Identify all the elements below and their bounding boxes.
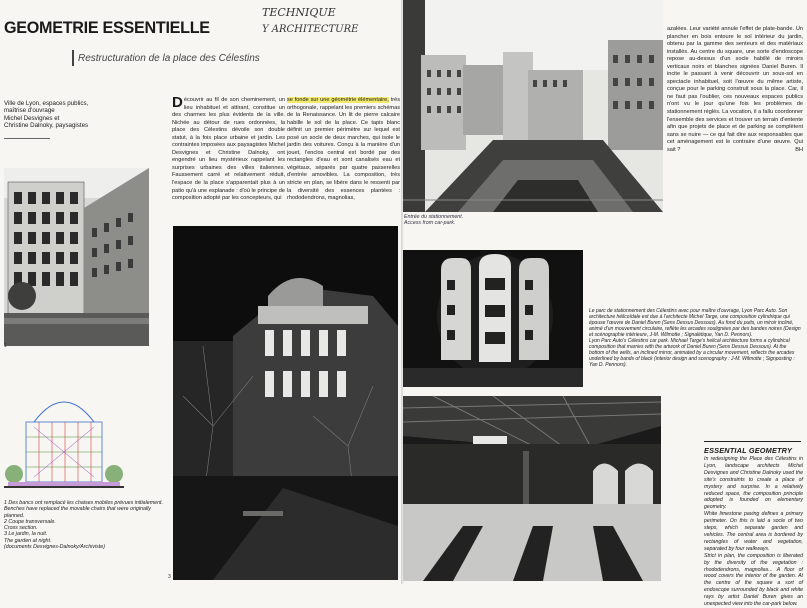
caption-1-en: Benches have replaced the movable chairs that were originally planned.: [4, 506, 151, 519]
caption-entrance-en: Access from car-park.: [404, 220, 456, 227]
cross-section-drawing: [4, 382, 124, 500]
highlighted-text: se fonde sur une géométrie élémentaire,: [287, 97, 389, 103]
caption-1: 1 Des bancs ont remplacé les chaises mobiles prévues initialement.: [4, 500, 163, 506]
credit-line: maîtrise d'ouvrage: [4, 107, 55, 115]
caption-entrance-fr: Entrée du stationnement.: [404, 214, 464, 220]
credit-line: Ville de Lyon, espaces publics,: [4, 100, 89, 107]
caption-2-en: Cross section.: [4, 525, 38, 532]
english-paragraph: Strict in plan, the composition is liberated by the diversity of the vegetation : rhododendrons, magnolias... A floor of wood covers the interior of the garden. At the centre of the square a sort of endoscope surrounded by black and white rays by artist Daniel Buren gives an unexpected view into the car-park below.: [704, 552, 803, 608]
captions-left: [4, 500, 164, 550]
handwritten-note-line2: Y ARCHITECTURE: [262, 24, 359, 35]
english-paragraph: White limestone paving defines a primary perimeter. On this is laid a socle of two steps, which separate garden and vehicles. The central area is bordered by rectangles of water and vegetation, separated by four walkways.: [704, 511, 803, 552]
page-title: GEOMETRIE ESSENTIELLE: [4, 18, 210, 37]
caption-3-en: The garden at night.: [4, 537, 52, 544]
credits-divider: [4, 138, 50, 139]
caption-2: 2 Coupe transversale.: [4, 518, 56, 525]
caption-credit: (documents Desvignes-Dalnoky/Archiviste): [4, 544, 105, 551]
credits: [4, 100, 144, 130]
article-column-2-text: très orthogonale, rappelant les premiers schémas de la Renaissance. Un lit de pierre calcaire habille le sol de la place. Ce tapis blanc définit un premier périmètre sur lequel est posé un socle de deux marches, qui isole le jardin des voitures. Conçu à la manière d'un jouet, l'enclos central est bordé par des rectangles d'eau et sont canalisés eau et végétaux, séparés par quatre passerelles d'entrée amovibles. La composition, très stricte en plan, se libère dans le ressenti par la diversité des essences plantées : rhododendrons, magnolias,: [287, 97, 401, 202]
article-column-3: [667, 26, 803, 202]
english-heading: ESSENTIAL GEOMETRY: [704, 446, 793, 455]
credit-line: Christine Dalnoky, paysagistes: [4, 122, 89, 130]
article-column-3-text: azalées. Leur variété annule l'effet de plate-bande. Un plancher en bois entoure le sol intérieur du jardin, obtenu par la gamme des senteurs et des matériaux installés. Au centre du square, une sorte d'endoscope repose au-dessus d'un socle habillé de miroirs verticaux noirs et blanches signées Daniel Buren. Il incite le passant à venir découvrir un sous-sol en spectacle inhabituel, soit l'œuvre du même artiste, conçue pour le parking construit sous la place. Car, il ne faut pas l'oublier, ces nouveaux espaces publics n'ont vu le jour qu'une fois les problèmes de stationnement réglés. La vocation, il a fallu coordonner l'ensemble des services et trouver un terrain d'entente afin que projets de place et de parking se complètent sans se nuire — ce qui fait dire aux responsables que cet aménagement est le contraire d'une œuvre. Qui sait ?: [667, 26, 803, 153]
article-column-1: [172, 94, 285, 229]
english-article: [704, 456, 803, 608]
caption-number: 1: [4, 343, 7, 349]
photo-garden-night: [173, 226, 398, 580]
dropcap: D: [172, 94, 183, 111]
photo-parking-helix: [403, 250, 583, 387]
caption-parking: [589, 308, 803, 368]
article-column-1-text: écouvrir au fil de son cheminement, un lieu inhabituel et attirant, constitue un des charmes les plus évidents de la ville. Nichée au détour de rues ordonnées, la place des Célestins dévoile son double statut, à la fois place urbaine et jardin. Les contraintes imposées aux paysagistes Michel Desvignes et Christine Dalnoky, ont engendré un lieu mystérieux rappelant les surprises urbaines des villes italiennes. Faussement carré et relativement réduit, l'espace de la place s'apparentait plus à un patio qu'à une esplanade : d'où le principe de composition adopté par les concepteurs, qui: [172, 97, 285, 202]
caption-entrance: [404, 214, 524, 227]
subtitle: Restructuration de la place des Célestins: [78, 53, 260, 64]
handwritten-note-line1: TECHNIQUE: [262, 6, 336, 19]
subtitle-bar: [72, 50, 74, 66]
photo-square-aerial: [403, 0, 663, 212]
photo-parking-interior: [403, 396, 661, 581]
author-initials: BH: [795, 146, 803, 153]
caption-number: 3: [168, 574, 171, 580]
english-paragraph: In redesigning the Place des Célestins in Lyon, landscape architects Michel Desvignes and Christine Dalnoky used the site's constraints to create a place of mystery and surprise. In a relatively reduced space, the composition principle adopted is founded on elementary geometry.: [704, 456, 803, 511]
credit-line: Michel Desvignes et: [4, 114, 60, 122]
caption-parking-fr: Le parc de stationnement des Célestins avec pour maître d'ouvrage, Lyon Parc Auto. Son architecture hélicoïdale est due à l'architecte Michel Targe, une composition cylindrique qui épouse l'œuvre de Daniel Buren (Sens Dessus Dessous). Au fond du puits, un miroir incliné, animé d'un mouvement circulaire, reflète les arcades soulignées par des bandes noires (Design et scénographie intérieure, J-M. Wilmotte ; Signalétique, Yan D. Pennors).: [589, 308, 801, 338]
article-column-2: [287, 97, 400, 229]
photo-facade: [4, 168, 149, 346]
caption-parking-en: Lyon Parc Auto's Célestins car park. Michael Targe's helical architecture forms a cylindrical composition that marries with the artwork of Daniel Buren (Sens Dessus Dessous). At the bottom of the wells, an inclined mirror, animated by a circular movement, reflects the arcades underlined by bands of black (interior design and scenography : J-M. Wilmotte ; Signposting : Yan D. Pennors).: [589, 338, 795, 368]
english-heading-rule: [704, 441, 801, 442]
caption-3: 3 Le jardin, la nuit.: [4, 531, 48, 538]
